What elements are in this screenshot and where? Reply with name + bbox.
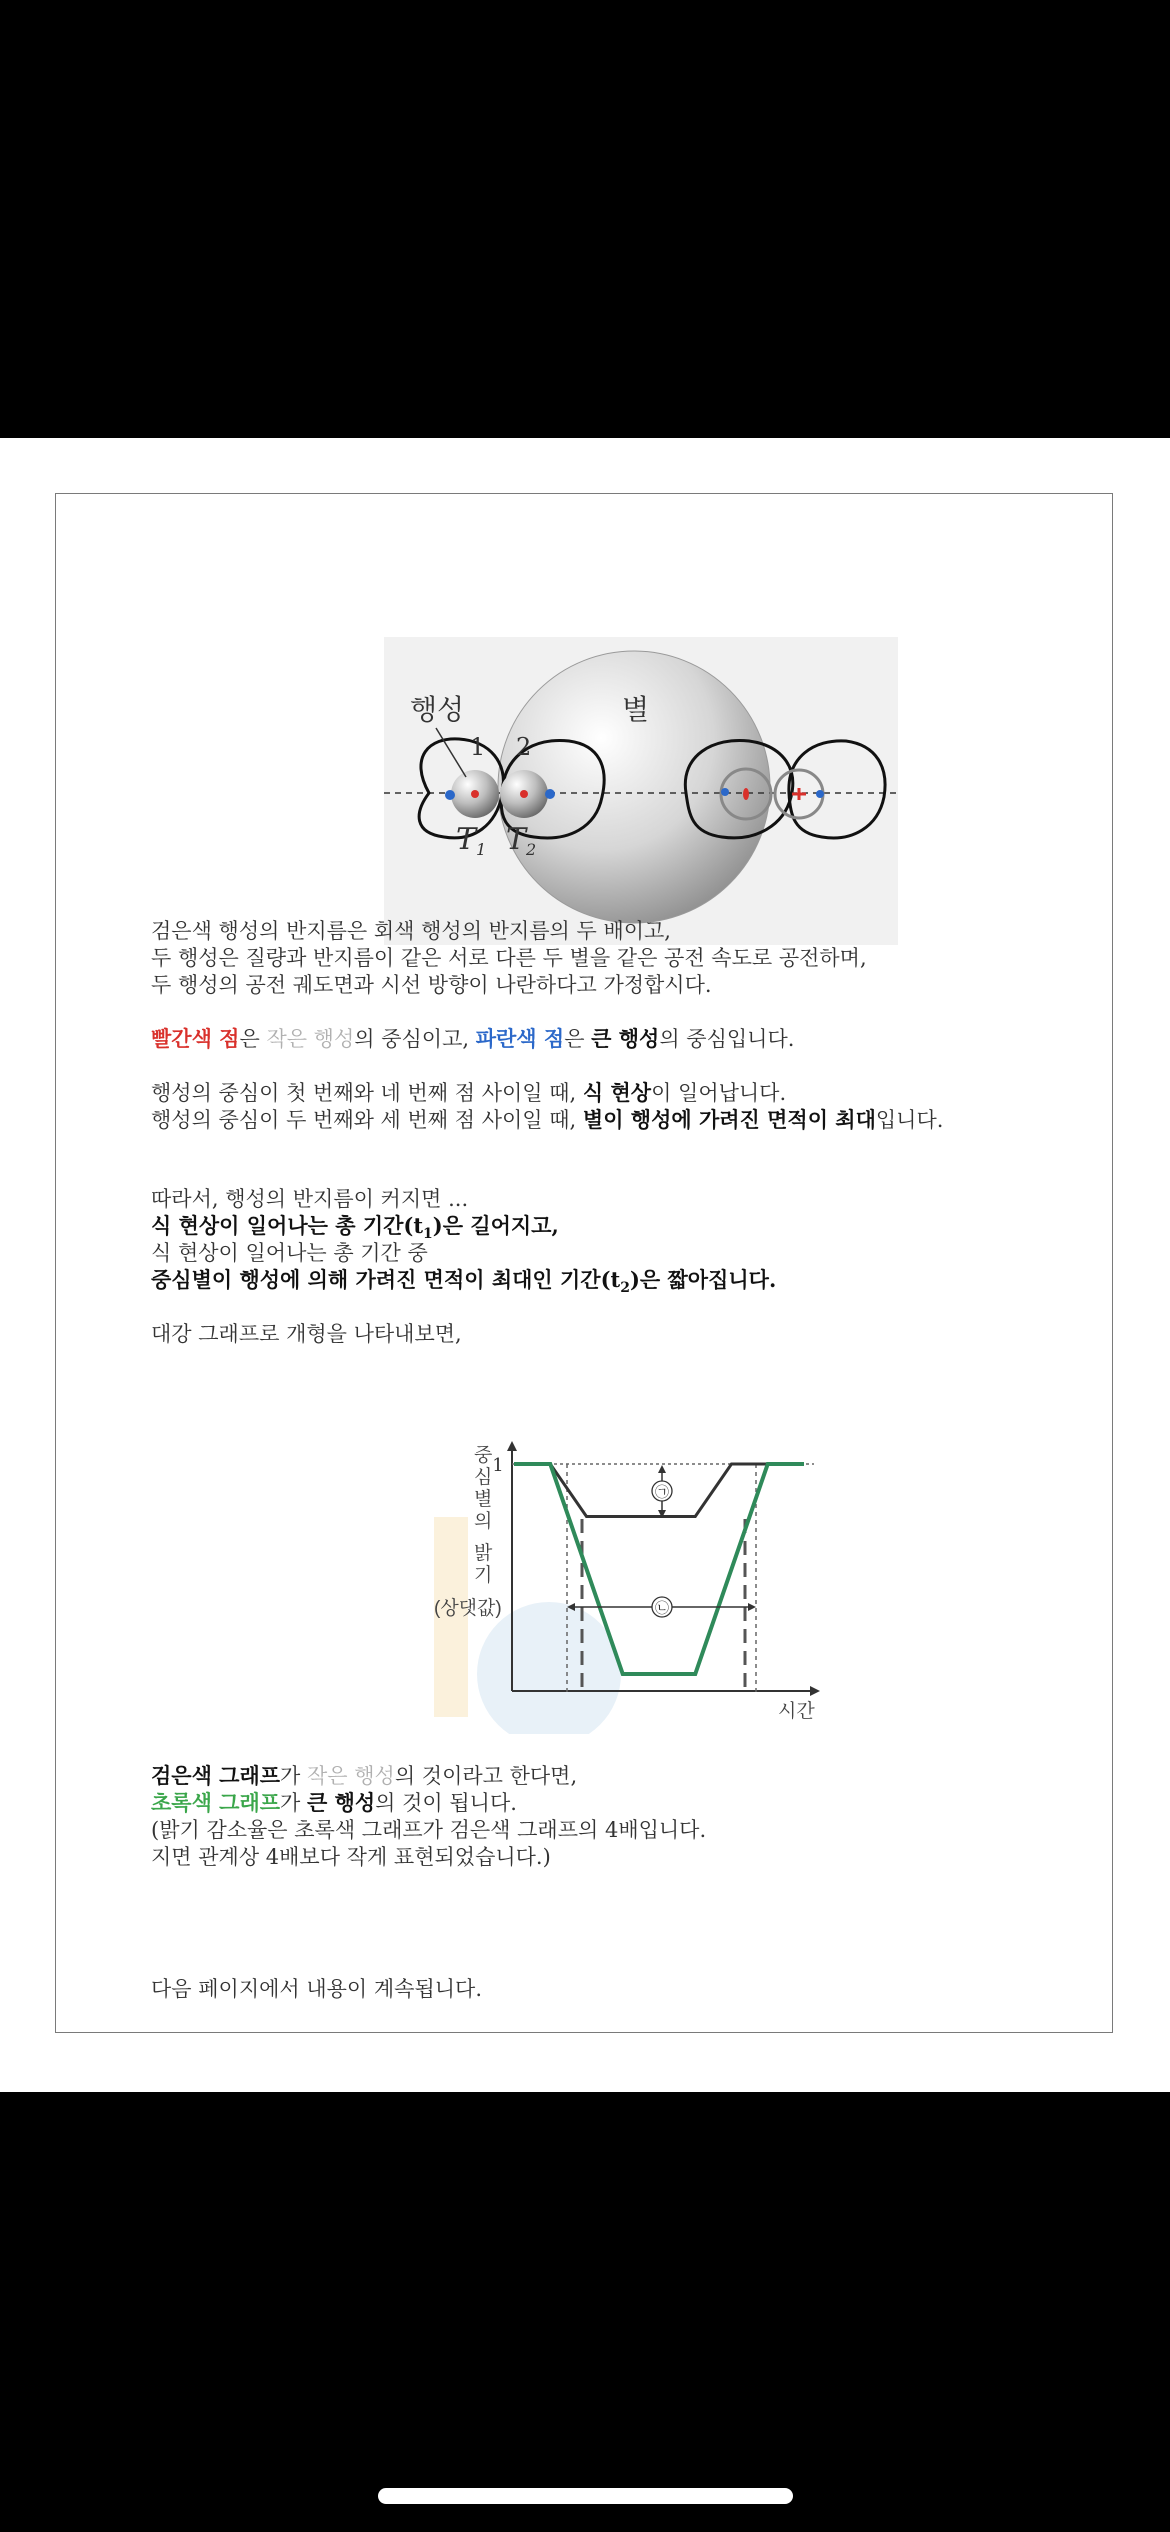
black-graph-term: 검은색 그래프 xyxy=(151,1763,281,1788)
big-planet-term-2: 큰 행성 xyxy=(307,1790,376,1815)
star-label: 별 xyxy=(622,694,650,725)
blue-dot-3 xyxy=(721,788,729,796)
red-dot-3 xyxy=(743,788,749,800)
number-2-label: 2 xyxy=(516,733,532,761)
y-axis-arrow xyxy=(507,1441,517,1451)
para4-line1: 따라서, 행성의 반지름이 커지면 ... xyxy=(151,1187,469,1211)
y-axis-label: 중 심 별 의 밝 기 (상댓값) xyxy=(434,1445,502,1619)
para4-text-1: 식 현상이 일어나는 총 기간(t xyxy=(151,1213,424,1238)
para3-line2 xyxy=(151,1106,943,1134)
para4-line4 xyxy=(151,1266,776,1302)
t1-subscript: 1 xyxy=(423,1226,433,1243)
para6-text-2: 의 것이라고 한다면, xyxy=(394,1764,578,1788)
para5-line1: 대강 그래프로 개형을 나타내보면, xyxy=(151,1322,462,1346)
para1-line3: 두 행성의 공전 궤도면과 시선 방향이 나란하다고 가정합시다. xyxy=(151,973,712,997)
blue-dot-4 xyxy=(816,790,824,798)
para3-text-2: 이 일어납니다. xyxy=(651,1081,787,1105)
para6-text-3: 가 xyxy=(280,1791,307,1815)
depth-arrow-a-top xyxy=(658,1465,666,1473)
document-page xyxy=(0,438,1170,2092)
para4-text-4: )은 짧아집니다. xyxy=(629,1267,777,1292)
eclipse-term: 식 현상 xyxy=(582,1080,652,1105)
para3-line1 xyxy=(151,1079,786,1107)
para6-line4: 지면 관계상 4배보다 작게 표현되었습니다.) xyxy=(151,1845,551,1869)
t2-subscript: 2 xyxy=(620,1280,630,1297)
x-axis-label: 시간 xyxy=(778,1701,815,1722)
para6-line1 xyxy=(151,1762,577,1790)
para1-line1: 검은색 행성의 반지름은 회색 행성의 반지름의 두 배이고, xyxy=(151,919,671,943)
para4-text-3: 중심별이 행성에 의해 가려진 면적이 최대인 기간(t xyxy=(151,1267,621,1292)
blue-dot-1 xyxy=(445,790,455,800)
faded-bg-circle xyxy=(477,1602,621,1734)
planet-label: 행성 xyxy=(410,694,465,725)
max-covered-term: 별이 행성에 가려진 면적이 최대 xyxy=(582,1107,876,1132)
big-planet-term: 큰 행성 xyxy=(591,1026,660,1051)
light-curve-chart xyxy=(434,1439,822,1734)
para2-text-2: 의 중심이고, xyxy=(354,1027,476,1051)
blue-dot-term: 파란색 점 xyxy=(475,1026,565,1051)
para3-text-1: 행성의 중심이 첫 번째와 네 번째 점 사이일 때, xyxy=(151,1081,583,1105)
para3-text-4: 입니다. xyxy=(875,1108,944,1132)
y-tick-1: 1 xyxy=(492,1455,504,1476)
transit-diagram xyxy=(384,637,898,945)
content-frame xyxy=(55,493,1113,2033)
para6-line2 xyxy=(151,1789,517,1817)
para4-text-2: )은 길어지고, xyxy=(432,1213,559,1238)
green-graph-term: 초록색 그래프 xyxy=(151,1790,281,1815)
para1-line2: 두 행성은 질량과 반지름이 같은 서로 다른 두 별을 같은 공전 속도로 공전하며, xyxy=(151,946,867,970)
para6-text-1: 가 xyxy=(280,1764,307,1788)
blue-dot-2 xyxy=(545,789,555,799)
t2-label: $T_2$ xyxy=(506,822,537,859)
para3-text-3: 행성의 중심이 두 번째와 세 번째 점 사이일 때, xyxy=(151,1108,583,1132)
small-planet-term-2: 작은 행성 xyxy=(307,1764,395,1788)
t1-label: $T_1$ xyxy=(456,822,487,859)
para4-line3: 식 현상이 일어나는 총 기간 중 xyxy=(151,1241,428,1265)
duration-arrow-b-right xyxy=(748,1603,756,1611)
annotation-b: ㉡ xyxy=(655,1600,669,1616)
small-planet-term: 작은 행성 xyxy=(266,1027,355,1051)
para2-text-4: 의 중심입니다. xyxy=(659,1027,795,1051)
x-axis-arrow xyxy=(810,1686,820,1696)
home-indicator[interactable] xyxy=(378,2488,793,2504)
para2-text-1: 은 xyxy=(239,1027,267,1051)
red-dot-term: 빨간색 점 xyxy=(151,1026,240,1051)
y-axis-unit: (상댓값) xyxy=(434,1598,502,1619)
number-1-label: 1 xyxy=(470,733,486,761)
para2-text-3: 은 xyxy=(564,1027,592,1051)
red-dot-1 xyxy=(471,790,479,798)
annotation-a: ㉠ xyxy=(655,1484,669,1500)
para6-text-4: 의 것이 됩니다. xyxy=(375,1791,517,1815)
para2-line xyxy=(151,1025,794,1053)
para6-line3: (밝기 감소율은 초록색 그래프가 검은색 그래프의 4배입니다. xyxy=(151,1818,707,1842)
red-dot-2 xyxy=(520,790,528,798)
continue-note: 다음 페이지에서 내용이 계속됩니다. xyxy=(151,1977,482,2001)
